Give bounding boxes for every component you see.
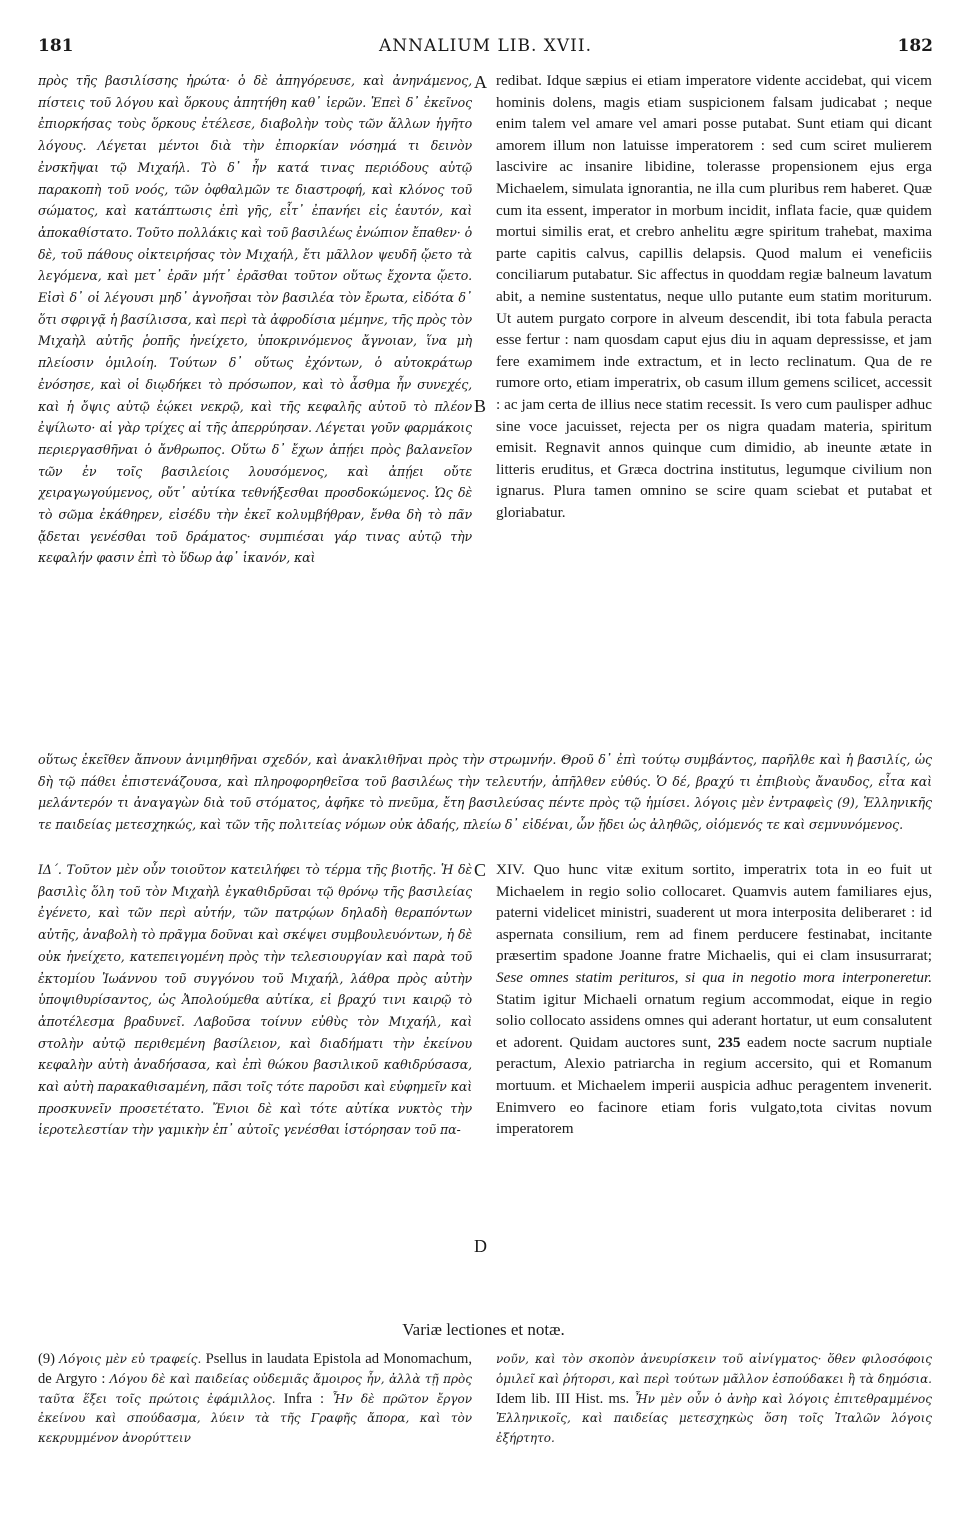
greek-fullwidth-text: οὕτως ἐκεῖθεν ἄπνουν ἀνιμηθῆναι σχεδόν, καὶ ἀνακλιθῆναι πρὸς τὴν στρωμνήν. Θροῦ δ᾽ ἐπὶ τούτῳ συμβάντος, παρῆλθε καὶ ἡ βασιλίς, ὡς δὴ τῷ πάθει ἐπιστενάζουσα, καὶ πληροφορηθεῖσα τοῦ βασιλέως τὴν τελευτήν, ἀπῆλθεν εὐθύς. Ὁ δέ, βραχύ τι ἐπιβιοὺς ἄναυδος, εἶτα καὶ μελάντερόν τι ἀναγαγὼν διὰ τοῦ στόματος, ἀφῆκε τὸ πνεῦμα, ἔτη βασιλεύσας πέντε πρὸς τῷ ἡμίσει. λόγοις μὲν ἐντραφεὶς (9), Ἑλληνικῆς τε παιδείας μετεσχηκώς, καὶ τῶν τῆς πολιτείας νόμων οὐκ ἀδαής, πλείω δ᾽ εἰδέναι, ὧν ᾔδει ὡς ἀληθῶς, οἰόμενός τε καὶ σεμνυνόμενος. <box>38 752 932 832</box>
greek-column-upper <box>38 70 472 747</box>
margin-marker-a: A <box>474 72 487 92</box>
margin-marker-b: B <box>474 396 487 416</box>
page-header <box>38 36 933 62</box>
note-left: (9) Λόγοις μὲν εὐ τραφείς. Psellus in laudata Epistola ad Monomachum, de Argyro : Λόγου δὲ καὶ παιδείας οὐδεμιᾶς ἄμοιρος ἦν, ἀλλὰ τῇ πρὸς ταῦτα ἕξει τοῖς πρώτοις ἐφάμιλλος. Infra : Ἦν δὲ πρῶτον ἔργον ἐκείνου καὶ σπούδασμα, λύειν τὰ τῆς Γραφῆς ἄπορα, καὶ τὸν κεκρυμμένον ἀνορύττειν <box>38 1351 472 1446</box>
italic-quote: Sese omnes statim perituros, si qua in negotio mora interponeretur. <box>496 968 932 986</box>
margin-marker-c: C <box>474 860 487 880</box>
note-label: (9) <box>38 1351 56 1367</box>
margin-marker-d: D <box>474 1236 487 1256</box>
page-number-left: 181 <box>38 36 74 56</box>
note-right: νοῦν, καὶ τὸν σκοπὸν ἀνευρίσκειν τοῦ αἰνίγματος· ὅθεν φιλοσόφοις ὁμιλεῖ καὶ ῥήτορσι, καὶ περὶ τούτων μᾶλλον ἐσπούδακει ἢ τὰ δημόσια. Idem lib. III Hist. ms. Ἦν μὲν οὖν ὁ ἀνὴρ καὶ λόγοις ἐπιτεθραμμένος Ἑλληνικοῖς, καὶ παιδείας μετεσχηκὼς ὅση τοῖς Ἰταλῶν λόγοις ἐξήρτητο. <box>496 1352 932 1446</box>
greek-column-lower <box>38 859 472 1299</box>
margin-page-number: 235 <box>717 1033 741 1051</box>
greek-text-upper: πρὸς τῆς βασιλίσσης ἠρώτα· ὁ δὲ ἀπηγόρευσε, καὶ ἀνηνάμενος, πίστεις τοῦ λόγου καὶ ὅρκους ἀπητήθη καθ᾽ ἱερῶν. Ἐπεὶ δ᾽ ἐκεῖνος ἐπιορκήσας τοὺς ὅρκους ἐτέλεσε, διαβολὴν τοὺς τῶν ἄλλων ἡγῆτο λόγους. Λέγεται μέντοι διὰ τὴν ἐπιορκίαν νόσημά τι δεινὸν ἐνσκῆψαι τῷ Μιχαήλ. Τὸ δ᾽ ἦν κατά τινας περιόδους αὐτῷ παρακοπὴ τοῦ νοός, τῶν ὀφθαλμῶν τε διαστροφή, καὶ κλόνος τοῦ σώματος, καὶ κατάπτωσις ἐπὶ γῆς, εἶτ᾽ ἐπανήει εἰς ἑαυτόν, καὶ ἀποκαθίστατο. Τοῦτο πολλάκις καὶ τοῦ βασιλέως ἐνώπιον ἔπαθεν· ὁ δὲ, τοῦ πάθους οἰκτειρήσας τὸν Μιχαήλ, ἔτι μᾶλλον ψευδῆ ᾤετο τὰ λεγόμενα, καὶ μετ᾽ ἐρᾶν μήτ᾽ ἐρᾶσθαι τοῦτον οὕτως ἔχοντα ᾤετο. Εἰσὶ δ᾽ οἱ λέγουσι μηδ᾽ ἀγνοῆσαι τὸν βασιλέα τὸν ἔρωτα, εἰδότα δ᾽ ὅτι σφριγᾷ ἡ βασίλισσα, καὶ περὶ τὰ ἀφροδίσια μέμηνε, τῆς πρὸς τὸν Μιχαὴλ αὐτῆς ῥοπῆς ἠνείχετο, ὑποκρινόμενος ἄγνοιαν, ἵνα μὴ πλείοσιν ὁμιλοίη. Τούτων δ᾽ οὕτως ἐχόντων, ὁ αὐτοκράτωρ ἐνόσησε, καὶ οἱ διῳδήκει τὸ πρόσωπον, καὶ τὸ ἆσθμα ἦν συνεχές, καὶ ἡ ὄψις αὐτῷ ἐῴκει νεκρῷ, καὶ τῆς κεφαλῆς αὐτοῦ τὸ πλέον ἐψίλωτο· αἱ γὰρ τρίχες αἱ τῆς ἀπερρύησαν. Λέγεται γοῦν φαρμάκοις περιεργασθῆναι ὁ ἄνθρωπος. Οὕτω δ᾽ ἔχων ἀπῄει πρὸς βαλανεῖον τῶν ἐν τοῖς βασιλείοις λουσόμενος, καὶ ἀπῄει οὔτε χειραγωγούμενος, οὔτ᾽ αὐτίκα τεθνήξεσθαι προσδοκώμενος. Ὡς δὲ τὸ σῶμα ἐκάθηρεν, εἰσέδυ τὴν ἐκεῖ κολυμβήθραν, ἔνθα δὴ τὸ πᾶν ᾄδεται γενέσθαι τοῦ δράματος· συμπιέσαι γάρ τινας αὐτῷ τὴν κεφαλήν φασιν ἐπὶ τὸ ὕδωρ ἀφ᾽ ἱκανόν, καὶ <box>38 73 472 566</box>
greek-text-lower: ΙΔ΄. Τοῦτον μὲν οὖν τοιοῦτον κατειλήφει τὸ τέρμα τῆς βιοτῆς. Ἡ δὲ βασιλὶς ὅλη τοῦ τὸν Μιχαὴλ ἐγκαθιδρῦσαι τῷ θρόνῳ τῆς βασιλείας ἐγένετο, καὶ τῶν περὶ αὐτήν, τῶν πατρῴων δηλαδὴ θεραπόντων αὐτῆς, ἀναβολὴ τὸ πρᾶγμα δοῦναι καὶ σκέψει συμβουλευόντων, ἡ δὲ οὐκ ἠνείχετο, κατεπειγομένη πρὸς τὴν τελεσιουργίαν καὶ παρὰ τοῦ ἐκτομίου Ἰωάννου τοῦ συγγόνου τοῦ Μιχαήλ, λάθρα πρὸς αὐτὴν ὑποψιθυρίσαντος, ὡς Ἀπολούμεθα αὐτίκα, εἰ βραχύ τινι καιρῷ τὸ ἀποτέλεσμα βραδυνεῖ. Λαβοῦσα τοίνυν εὐθὺς τὸν Μιχαήλ, καὶ στολὴν αὐτῷ περιθεμένη βασίλειον, καὶ διαδήματι τὴν ἐκείνου κεφαλὴν αὐτὴ ἀναδήσασα, καὶ ἐπὶ θώκου βασιλικοῦ καθιδρύσασα, καὶ αὐτὴ παρακαθισαμένη, πᾶσι τοῖς τότε παροῦσι καὶ εὐφημεῖν καὶ προσκυνεῖν προσετέτατο. Ἔνιοι δὲ καὶ τότε αὐτίκα νυκτὸς τὴν ἱεροτελεστίαν τὴν γαμικὴν ἐπ᾽ αὐτοῖς γενέσθαι ἱστόρησαν τοῦ πα- <box>38 862 472 1138</box>
latin-column-upper <box>496 70 932 747</box>
greek-fullwidth-paragraph <box>38 749 932 857</box>
notes-title: Variæ lectiones et notæ. <box>402 1320 565 1339</box>
latin-text-lower: XIV. Quo hunc vitæ exitum sortito, imperatrix tota in eo fuit ut Michaelem in regio solio collocaret. Quamvis autem familiares ejus, paterni videlicet ministri, suaderent ut mora interposita deliberaret : id aspernata consilium, rem ad finem perducere festinabat, incitante præsertim spadone Joanne fratre Michaelis, qui ei clam insusurrarat; Sese omnes statim perituros, si qua in negotio mora interponeretur. Statim igitur Michaeli ornatum regium accommodat, eique in regio solio collocato assidens omnes qui aderant hortatur, ut eum consalutent et adorent. Quidam auctores sunt, 235 eadem nocte sacrum nuptiale peractum, Alexio patriarcha in regium accersito, qui et Romanum mortuum. et Michaelem imperii auspicia adhuc peragentem invenerit. Enimvero eo facinore etiam foris vulgato,tota civitas novum imperatorem <box>496 861 932 1138</box>
running-title: ANNALIUM LIB. XVII. <box>379 36 592 56</box>
latin-column-lower <box>496 859 932 1299</box>
page-number-right: 182 <box>897 36 933 56</box>
latin-text-upper: redibat. Idque sæpius ei etiam imperatore vidente accidebat, qui vicem hominis dolens, magis etiam suspicionem falsam judicabat ; neque enim talem vel amare vel amari posse putabat. Sunt etiam qui dicant amorem illum non latuisse imperatorem : sed cum sciret mulierem lascivire ac insanire libidine, tolerasse propensionem ejus erga Michaelem, simulata ignorantia, ne illa cum pluribus rem haberet. Quæ cum ita essent, imperator in morbum incidit, inflata facie, quæ quidem mortui similis erat, et crebro anhelitu ægre spiritum trahebat, maxima parte capitis calvus, capillis delapsis. Quod malum ei veneficiis conciliarum putabatur. Sic affectus in quoddam regiæ balneum lavatum abit, a nemine sustentatus, neque ullo putante eum statim moriturum. Ut autem purgato corpore in alveum descendit, ibi tota fabula peracta esse fertur : nam quosdam caput ejus diu in aquam depressisse, et jam fere examimem inde extractum, et in lecto reclinatum. Qua de re rumore orto, etiam imperatrix, ob casum illum gemens scilicet, accessit : ac jam certa de illius nece statim recessit. Is vero cum paulisper adhuc sine voce jacuisset, rejecta per os nigra quadam materia, spiritum emisit. Regnavit annos quinque cum dimidio, ab ineunte ætate in litteris eruditus, et Græca doctrina institutus, legumque civilium non ignarus. Plura tamen omnino se scire quam sciebat et putabat et gloriabatur. <box>496 72 932 521</box>
